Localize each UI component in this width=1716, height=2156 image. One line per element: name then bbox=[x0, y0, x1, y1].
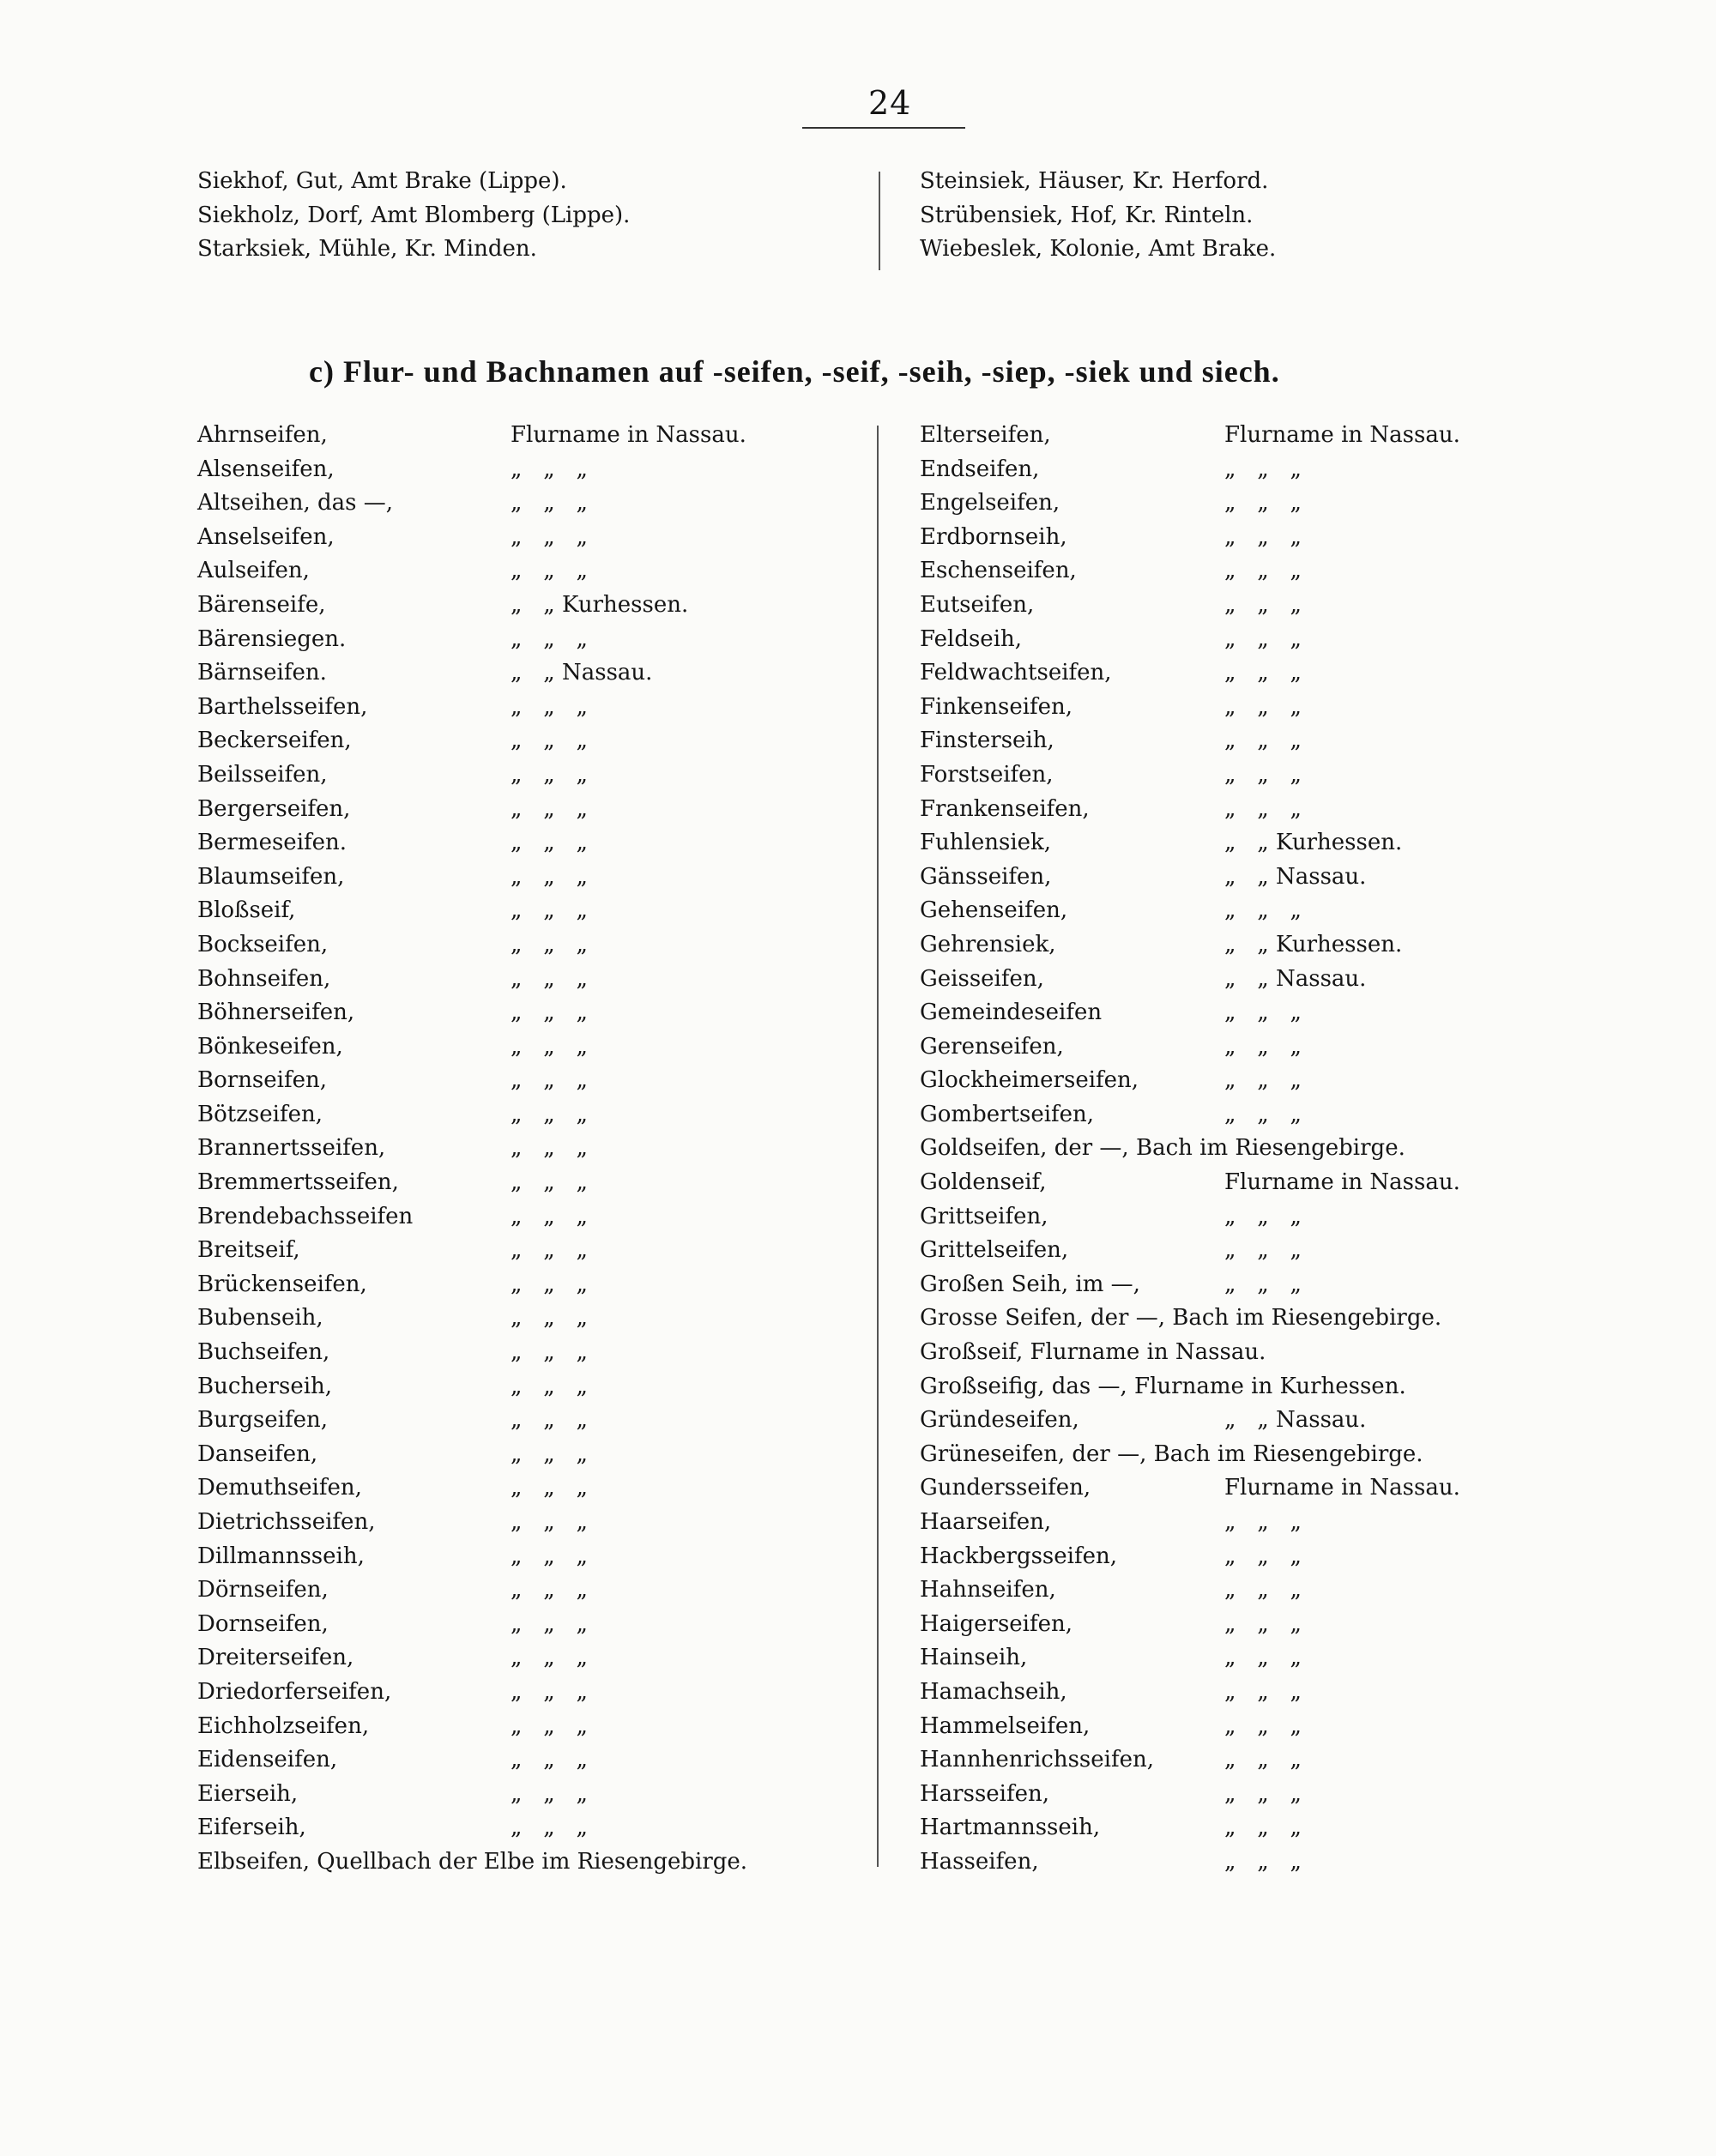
right-entry bbox=[920, 1540, 1572, 1574]
left-entry bbox=[197, 1166, 875, 1200]
place-name: Anselseifen, bbox=[197, 523, 335, 550]
place-description: „ „ „ bbox=[1224, 1780, 1302, 1807]
left-entry bbox=[197, 691, 875, 725]
left-entry bbox=[197, 793, 875, 827]
left-entry bbox=[197, 1200, 875, 1235]
right-entry bbox=[920, 1676, 1572, 1710]
place-name: Geisseifen, bbox=[920, 965, 1044, 992]
place-description: „ „ „ bbox=[511, 761, 588, 788]
place-description: „ „ „ bbox=[1224, 1101, 1302, 1127]
place-name: Grittelseifen, bbox=[920, 1237, 1069, 1264]
left-column bbox=[197, 419, 875, 1880]
place-description: „ „ „ bbox=[1224, 490, 1302, 516]
place-description: „ „ „ bbox=[1224, 761, 1302, 788]
place-name: Bubenseih, bbox=[197, 1305, 323, 1332]
right-entry bbox=[920, 623, 1572, 657]
right-entry bbox=[920, 1506, 1572, 1540]
place-name: Dornseifen, bbox=[197, 1610, 329, 1637]
place-name: Driedorferseifen, bbox=[197, 1678, 392, 1705]
right-entry bbox=[920, 1438, 1572, 1472]
left-entry bbox=[197, 1710, 875, 1744]
place-description: „ „ „ bbox=[1224, 591, 1302, 618]
left-entry bbox=[197, 826, 875, 861]
left-entry bbox=[197, 521, 875, 555]
left-entry bbox=[197, 554, 875, 589]
place-description: „ „ „ bbox=[511, 1610, 588, 1637]
place-description: „ „ Nassau. bbox=[1224, 863, 1367, 890]
place-description: Flurname in Nassau. bbox=[511, 422, 746, 448]
left-entry bbox=[197, 1064, 875, 1098]
place-name: Gründeseifen, bbox=[920, 1407, 1079, 1434]
right-entry bbox=[920, 1030, 1572, 1065]
place-description: „ „ Kurhessen. bbox=[511, 591, 689, 618]
right-entry bbox=[920, 554, 1572, 589]
left-entry bbox=[197, 894, 875, 928]
place-name: Elbseifen, Quellbach der Elbe im Riesengebirge. bbox=[197, 1848, 748, 1875]
place-description: „ „ „ bbox=[1224, 523, 1302, 550]
right-entry bbox=[920, 928, 1572, 963]
right-entry bbox=[920, 1064, 1572, 1098]
place-description: „ „ „ bbox=[1224, 693, 1302, 720]
place-name: Feldseih, bbox=[920, 625, 1023, 652]
right-entry bbox=[920, 996, 1572, 1030]
place-description: „ „ „ bbox=[1224, 456, 1302, 482]
place-description: „ „ „ bbox=[511, 1203, 588, 1229]
place-description: „ „ „ bbox=[1224, 728, 1302, 754]
place-description: „ „ „ bbox=[511, 1271, 588, 1297]
place-name: Barthelsseifen, bbox=[197, 693, 368, 720]
left-entry bbox=[197, 1506, 875, 1540]
place-description: „ „ Nassau. bbox=[1224, 965, 1367, 992]
place-description: „ „ „ bbox=[1224, 558, 1302, 584]
place-name: Blaumseifen, bbox=[197, 863, 345, 890]
right-entry bbox=[920, 1098, 1572, 1132]
right-entry bbox=[920, 1370, 1572, 1404]
place-name: Gundersseifen, bbox=[920, 1475, 1091, 1501]
right-entry bbox=[920, 1641, 1572, 1676]
place-description: „ „ „ bbox=[1224, 625, 1302, 652]
place-name: Bönkeseifen, bbox=[197, 1033, 343, 1060]
left-entry bbox=[197, 589, 875, 623]
right-entry bbox=[920, 1268, 1572, 1302]
right-column bbox=[920, 419, 1572, 1880]
place-description: „ „ „ bbox=[511, 1169, 588, 1196]
place-description: „ „ „ bbox=[511, 1237, 588, 1264]
place-name: Gombertseifen, bbox=[920, 1101, 1095, 1127]
place-description: „ „ „ bbox=[1224, 1033, 1302, 1060]
place-name: Hannhenrichsseifen, bbox=[920, 1747, 1154, 1773]
place-name: Bötzseifen, bbox=[197, 1101, 323, 1127]
right-entry bbox=[920, 1200, 1572, 1235]
place-description: „ „ „ bbox=[1224, 1543, 1302, 1569]
place-description: „ „ „ bbox=[511, 625, 588, 652]
right-entry bbox=[920, 758, 1572, 793]
left-entry bbox=[197, 1811, 875, 1845]
right-entry bbox=[920, 793, 1572, 827]
place-name: Bärenseife, bbox=[197, 591, 326, 618]
right-entry bbox=[920, 1234, 1572, 1268]
place-name: Bremmertsseifen, bbox=[197, 1169, 399, 1196]
place-description: „ „ „ bbox=[1224, 1577, 1302, 1603]
left-entry bbox=[197, 1573, 875, 1608]
left-entry bbox=[197, 1743, 875, 1778]
place-description: „ „ „ bbox=[1224, 999, 1302, 1026]
right-entry bbox=[920, 963, 1572, 997]
left-entry bbox=[197, 623, 875, 657]
place-description: „ „ „ bbox=[1224, 1610, 1302, 1637]
left-entry bbox=[197, 758, 875, 793]
place-name: Eidenseifen, bbox=[197, 1747, 338, 1773]
entry-text: Starksiek, Mühle, Kr. Minden. bbox=[197, 236, 537, 263]
place-name: Haigerseifen, bbox=[920, 1610, 1073, 1637]
left-entry bbox=[197, 928, 875, 963]
place-description: „ „ „ bbox=[1224, 1712, 1302, 1739]
top-left-line bbox=[197, 165, 875, 199]
place-description: „ „ „ bbox=[511, 999, 588, 1026]
place-name: Hamachseih, bbox=[920, 1678, 1067, 1705]
place-description: „ „ „ bbox=[511, 1509, 588, 1535]
place-name: Burgseifen, bbox=[197, 1407, 328, 1434]
left-entry bbox=[197, 861, 875, 895]
entry-text: Siekhof, Gut, Amt Brake (Lippe). bbox=[197, 168, 567, 194]
place-name: Gehenseifen, bbox=[920, 897, 1068, 924]
place-name: Beilsseifen, bbox=[197, 761, 328, 788]
place-description: „ „ „ bbox=[1224, 660, 1302, 686]
place-description: „ „ „ bbox=[511, 558, 588, 584]
place-name: Bergerseifen, bbox=[197, 795, 351, 822]
place-description: „ „ Nassau. bbox=[511, 660, 653, 686]
right-entry bbox=[920, 521, 1572, 555]
place-name: Frankenseifen, bbox=[920, 795, 1090, 822]
place-name: Bohnseifen, bbox=[197, 965, 331, 992]
place-name: Finkenseifen, bbox=[920, 693, 1073, 720]
left-entry bbox=[197, 1234, 875, 1268]
top-left-line bbox=[197, 199, 875, 233]
left-entry bbox=[197, 1404, 875, 1438]
left-entry bbox=[197, 1471, 875, 1506]
left-entry bbox=[197, 1030, 875, 1065]
place-name: Danseifen, bbox=[197, 1440, 318, 1467]
top-column-divider bbox=[879, 172, 880, 270]
place-name: Aulseifen, bbox=[197, 558, 310, 584]
place-name: Eutseifen, bbox=[920, 591, 1035, 618]
place-name: Gemeindeseifen bbox=[920, 999, 1103, 1026]
left-entry bbox=[197, 1098, 875, 1132]
left-entry bbox=[197, 1268, 875, 1302]
place-description: „ „ „ bbox=[511, 1440, 588, 1467]
place-description: „ „ „ bbox=[511, 1339, 588, 1366]
place-name: Dietrichsseifen, bbox=[197, 1509, 376, 1535]
left-entry bbox=[197, 1370, 875, 1404]
place-name: Feldwachtseifen, bbox=[920, 660, 1112, 686]
place-name: Endseifen, bbox=[920, 456, 1040, 482]
place-description: „ „ „ bbox=[511, 795, 588, 822]
place-description: „ „ „ bbox=[1224, 1815, 1302, 1841]
place-name: Grosse Seifen, der —, Bach im Riesengebirge. bbox=[920, 1305, 1442, 1332]
place-name: Ahrnseifen, bbox=[197, 422, 328, 448]
left-entry bbox=[197, 1676, 875, 1710]
place-name: Breitseif, bbox=[197, 1237, 300, 1264]
place-description: „ „ „ bbox=[1224, 1678, 1302, 1705]
right-entry bbox=[920, 486, 1572, 521]
place-name: Goldseifen, der —, Bach im Riesengebirge. bbox=[920, 1135, 1405, 1162]
right-entry bbox=[920, 724, 1572, 758]
entry-text: Wiebeslek, Kolonie, Amt Brake. bbox=[920, 236, 1277, 263]
place-description: Flurname in Nassau. bbox=[1224, 1475, 1460, 1501]
place-description: „ „ „ bbox=[511, 1067, 588, 1094]
right-entry bbox=[920, 656, 1572, 691]
place-name: Bloßseif, bbox=[197, 897, 296, 924]
place-name: Hartmannsseih, bbox=[920, 1815, 1101, 1841]
place-description: „ „ „ bbox=[511, 1475, 588, 1501]
place-description: „ „ „ bbox=[1224, 1271, 1302, 1297]
place-name: Haarseifen, bbox=[920, 1509, 1052, 1535]
place-description: Flurname in Nassau. bbox=[1224, 422, 1460, 448]
place-name: Alsenseifen, bbox=[197, 456, 335, 482]
right-entry bbox=[920, 1608, 1572, 1642]
place-description: „ „ „ bbox=[511, 523, 588, 550]
place-name: Bucherseih, bbox=[197, 1373, 333, 1399]
left-entry bbox=[197, 1845, 875, 1880]
place-name: Eschenseifen, bbox=[920, 558, 1077, 584]
place-description: „ „ „ bbox=[1224, 1747, 1302, 1773]
left-entry bbox=[197, 453, 875, 487]
place-name: Bornseifen, bbox=[197, 1067, 327, 1094]
right-entry bbox=[920, 1811, 1572, 1845]
place-description: „ „ „ bbox=[1224, 1203, 1302, 1229]
place-name: Gerenseifen, bbox=[920, 1033, 1064, 1060]
place-description: „ „ „ bbox=[511, 456, 588, 482]
place-name: Hasseifen, bbox=[920, 1848, 1039, 1875]
left-entry bbox=[197, 1608, 875, 1642]
right-entry bbox=[920, 1336, 1572, 1370]
place-description: „ „ „ bbox=[1224, 1509, 1302, 1535]
place-name: Hammelseifen, bbox=[920, 1712, 1091, 1739]
place-name: Bärnseifen. bbox=[197, 660, 327, 686]
right-entry bbox=[920, 861, 1572, 895]
left-entry bbox=[197, 419, 875, 453]
right-entry bbox=[920, 1471, 1572, 1506]
place-name: Gänsseifen, bbox=[920, 863, 1052, 890]
top-right-line bbox=[920, 199, 1572, 233]
place-name: Eierseih, bbox=[197, 1780, 299, 1807]
place-description: „ „ „ bbox=[511, 830, 588, 856]
place-name: Dillmannsseih, bbox=[197, 1543, 365, 1569]
top-block-right bbox=[920, 165, 1572, 267]
place-description: Flurname in Nassau. bbox=[1224, 1169, 1460, 1196]
right-entry bbox=[920, 1573, 1572, 1608]
place-description: „ „ „ bbox=[1224, 795, 1302, 822]
place-description: „ „ „ bbox=[1224, 1848, 1302, 1875]
place-name: Glockheimerseifen, bbox=[920, 1067, 1139, 1094]
entry-text: Strübensiek, Hof, Kr. Rinteln. bbox=[920, 202, 1254, 228]
place-description: „ „ „ bbox=[511, 1815, 588, 1841]
place-description: „ „ „ bbox=[511, 490, 588, 516]
place-description: „ „ „ bbox=[511, 897, 588, 924]
right-entry bbox=[920, 826, 1572, 861]
place-name: Bärensiegen. bbox=[197, 625, 347, 652]
place-name: Fuhlensiek, bbox=[920, 830, 1052, 856]
left-entry bbox=[197, 656, 875, 691]
right-entry bbox=[920, 1166, 1572, 1200]
place-description: „ „ „ bbox=[511, 1678, 588, 1705]
page-number: 24 bbox=[868, 84, 912, 122]
right-entry bbox=[920, 894, 1572, 928]
place-description: „ „ „ bbox=[511, 1747, 588, 1773]
right-entry bbox=[920, 1845, 1572, 1880]
place-name: Goldenseif, bbox=[920, 1169, 1047, 1196]
left-entry bbox=[197, 1301, 875, 1336]
left-entry bbox=[197, 1641, 875, 1676]
place-description: „ „ „ bbox=[1224, 897, 1302, 924]
place-description: „ „ Nassau. bbox=[1224, 1407, 1367, 1434]
main-column-divider bbox=[877, 426, 879, 1867]
right-entry bbox=[920, 691, 1572, 725]
place-name: Eiferseih, bbox=[197, 1815, 306, 1841]
top-right-line bbox=[920, 233, 1572, 267]
place-description: „ „ „ bbox=[511, 1101, 588, 1127]
top-left-line bbox=[197, 233, 875, 267]
right-entry bbox=[920, 589, 1572, 623]
place-description: „ „ „ bbox=[511, 1305, 588, 1332]
place-name: Altseihen, das —, bbox=[197, 490, 394, 516]
place-name: Böhnerseifen, bbox=[197, 999, 355, 1026]
place-description: „ „ „ bbox=[1224, 1067, 1302, 1094]
place-name: Beckerseifen, bbox=[197, 728, 352, 754]
place-description: „ „ „ bbox=[511, 1543, 588, 1569]
place-name: Grittseifen, bbox=[920, 1203, 1048, 1229]
place-name: Hainseih, bbox=[920, 1645, 1028, 1671]
place-description: „ „ „ bbox=[511, 1645, 588, 1671]
place-name: Brendebachsseifen bbox=[197, 1203, 414, 1229]
right-entry bbox=[920, 1132, 1572, 1166]
place-description: „ „ „ bbox=[511, 1033, 588, 1060]
left-entry bbox=[197, 1438, 875, 1472]
place-name: Hackbergsseifen, bbox=[920, 1543, 1118, 1569]
right-entry bbox=[920, 1743, 1572, 1778]
left-entry bbox=[197, 1778, 875, 1812]
place-description: „ „ „ bbox=[511, 1407, 588, 1434]
right-entry bbox=[920, 453, 1572, 487]
left-entry bbox=[197, 486, 875, 521]
place-description: „ „ „ bbox=[511, 863, 588, 890]
place-name: Eichholzseifen, bbox=[197, 1712, 370, 1739]
entry-text: Siekholz, Dorf, Amt Blomberg (Lippe). bbox=[197, 202, 631, 228]
place-description: „ „ „ bbox=[511, 728, 588, 754]
place-name: Forstseifen, bbox=[920, 761, 1054, 788]
left-entry bbox=[197, 724, 875, 758]
left-entry bbox=[197, 1336, 875, 1370]
top-right-line bbox=[920, 165, 1572, 199]
place-description: „ „ „ bbox=[1224, 1237, 1302, 1264]
place-description: „ „ „ bbox=[511, 693, 588, 720]
left-entry bbox=[197, 963, 875, 997]
place-description: „ „ „ bbox=[511, 1577, 588, 1603]
right-entry bbox=[920, 1710, 1572, 1744]
place-name: Dörnseifen, bbox=[197, 1577, 329, 1603]
entry-text: Steinsiek, Häuser, Kr. Herford. bbox=[920, 168, 1269, 194]
place-name: Erdbornseih, bbox=[920, 523, 1067, 550]
place-description: „ „ Kurhessen. bbox=[1224, 830, 1403, 856]
place-name: Harsseifen, bbox=[920, 1780, 1050, 1807]
place-name: Großseifig, das —, Flurname in Kurhessen. bbox=[920, 1373, 1406, 1399]
place-name: Grüneseifen, der —, Bach im Riesengebirge. bbox=[920, 1440, 1423, 1467]
place-name: Brückenseifen, bbox=[197, 1271, 367, 1297]
place-name: Großseif, Flurname in Nassau. bbox=[920, 1339, 1266, 1366]
right-entry bbox=[920, 1404, 1572, 1438]
place-name: Dreiterseifen, bbox=[197, 1645, 354, 1671]
place-name: Demuthseifen, bbox=[197, 1475, 362, 1501]
place-name: Bermeseifen. bbox=[197, 830, 347, 856]
page-number-rule bbox=[802, 127, 965, 129]
place-name: Finsterseih, bbox=[920, 728, 1054, 754]
place-description: „ „ „ bbox=[511, 1712, 588, 1739]
place-description: „ „ „ bbox=[511, 1135, 588, 1162]
place-name: Engelseifen, bbox=[920, 490, 1060, 516]
place-description: „ „ „ bbox=[1224, 1645, 1302, 1671]
left-entry bbox=[197, 996, 875, 1030]
place-name: Großen Seih, im —, bbox=[920, 1271, 1140, 1297]
place-name: Elterseifen, bbox=[920, 422, 1051, 448]
left-entry bbox=[197, 1540, 875, 1574]
place-name: Brannertsseifen, bbox=[197, 1135, 386, 1162]
section-heading: c) Flur- und Bachnamen auf -seifen, -seif, -seih, -siep, -siek und siech. bbox=[309, 354, 1280, 389]
place-description: „ „ „ bbox=[511, 1373, 588, 1399]
right-entry bbox=[920, 1778, 1572, 1812]
place-description: „ „ „ bbox=[511, 1780, 588, 1807]
place-description: „ „ Kurhessen. bbox=[1224, 931, 1403, 957]
right-entry bbox=[920, 1301, 1572, 1336]
top-block-left bbox=[197, 165, 875, 267]
place-description: „ „ „ bbox=[511, 931, 588, 957]
right-entry bbox=[920, 419, 1572, 453]
left-entry bbox=[197, 1132, 875, 1166]
place-name: Bockseifen, bbox=[197, 931, 329, 957]
place-name: Hahnseifen, bbox=[920, 1577, 1056, 1603]
place-name: Buchseifen, bbox=[197, 1339, 330, 1366]
place-description: „ „ „ bbox=[511, 965, 588, 992]
place-name: Gehrensiek, bbox=[920, 931, 1056, 957]
